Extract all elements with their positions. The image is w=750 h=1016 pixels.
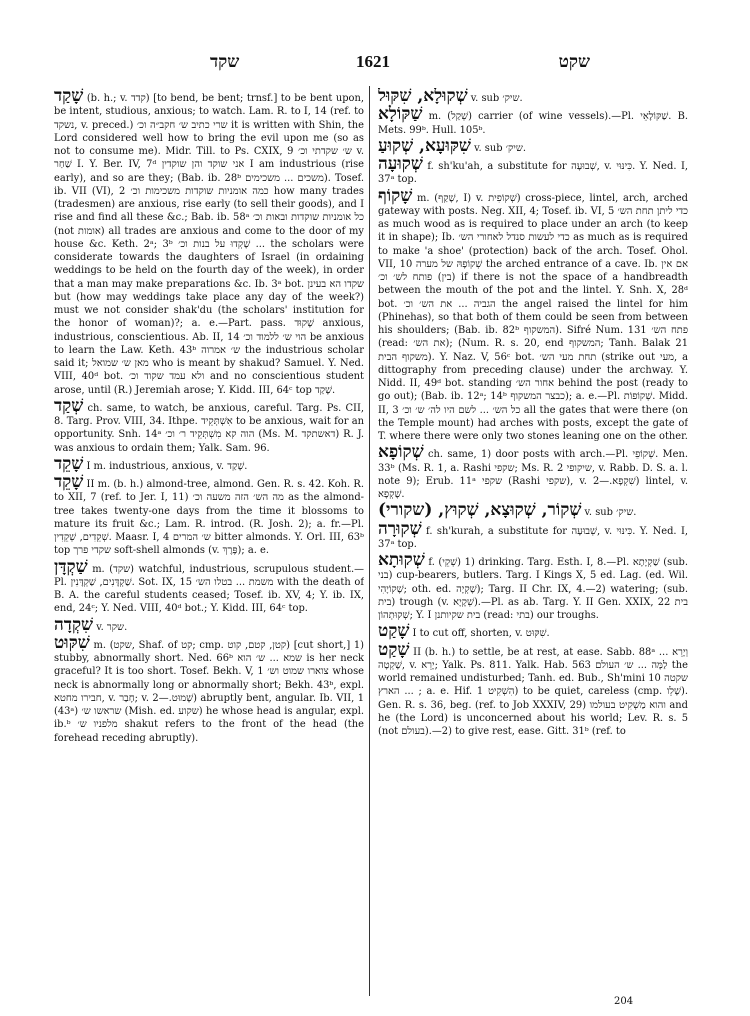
left-column	[54, 88, 364, 993]
entry-definition: v. sub שיק׳.	[584, 507, 637, 519]
dictionary-entry	[378, 444, 688, 501]
entry-headword: שְׁקוֹפָא	[378, 442, 424, 463]
entry-headword: שְׁקוּרָה	[378, 518, 422, 539]
entry-headword: שָׁקַט	[378, 639, 410, 660]
dictionary-entry	[378, 106, 688, 137]
header-left-word: שקד	[210, 52, 240, 72]
entry-definition: m. (שקד) watchful, industrious, scrupulous student.—Pl. שַׁקְדָּנִים, שַׁקְדָּנִין. Sot. IX, 15 משמת ... בטלו הש׳ with the death of B. A. the careful students ceased; Tosef. ib. XV, 4; Y. ib. IX, end, 24ᶜ; Y. Ned. VIII, 40ᵈ bot.; Y. Kidd. III, 64ᶜ top.	[54, 563, 364, 615]
dictionary-entry	[54, 614, 364, 635]
dictionary-entry	[54, 453, 364, 474]
column-divider	[369, 86, 370, 996]
right-column	[378, 88, 688, 993]
dictionary-entry	[378, 185, 688, 444]
entry-headword: שָׁקֵד	[54, 453, 84, 474]
entry-definition: m. (שְׁקַל) carrier (of wine vessels).—Pl. שַׁקּוֹלָאֵי. B. Mets. 99ᵇ. Hull. 105ᵇ.	[378, 111, 688, 136]
entry-headword: שָׁקֵד	[54, 472, 84, 492]
entry-headword: שְׁקוּעָה	[378, 154, 423, 174]
page-header	[60, 52, 700, 76]
entry-definition: I m. industrious, anxious, v. שָׁקַד.	[86, 460, 248, 472]
entry-definition: f. (שְׁקֵי) 1) drinking. Targ. Esth. I, 8.—Pl. שַׁקְיָתָא (sub. בני) cup-bearers, butlers. Targ. I Kings X, 5 ed. Lag. (ed. Wil. שָׁקוֹיָהִי; oth. ed. שָׁקְיָה); Targ. II Chr. IX, 4.—2) watering; (sub. בית) trough (v. שְׁקָיָא).—Pl. as ab. Targ. Y. II Gen. XXIX, 22 בית שְׁקוּתְהוֹן; Y. I בית שקיותנן (read: בתי) our troughs.	[378, 557, 688, 621]
entry-definition: m. (שָׁקַף, I) v. שְׁקוֹפִית) cross-piece, lintel, arch, arched gateway with posts. Neg. XII, 4; Tosef. ib. VI, 5 כדי ליתן תחת הש׳ as much wood as is required to place under an arch (to keep it in shape); Ib. כדי לעשות סנדל לאחורי הש׳ as much as is required to make 'a shoe' (protection) back of the arch. Tosef. Ohol. VII, 10 שְׁקוֹפָהּ של מערה the arched entrance of a cave. Ib. אם אין (בין) פותח לש׳ וכ׳ if there is not the space of a handbreadth between the mouth of the pot and the lintel. Y. Snh. X, 28ᵈ bot. הגביה ... את הש׳ וכ׳ the angel raised the lintel for him (Phinehas), so that both of them could be seen from between his shoulders; (Bab. ib. 82ᵇ המשקוף). Sifré Num. 131 פתח הש׳ (read: את הש׳); (Num. R. s. 20, end המשקוף; Tanh. Balak 21 משקוף הבית). Y. Naz. V, 56ᶜ bot. תחת מעי הש׳ (strike out מעי, a dittography from preceding clause) under the archway. Y. Nidd. II, 49ᵈ bot. standing אחור הש׳ behind the post (ready to go out); (Bab. ib. 12ᵃ; 14ᵇ כבצר המשקוף); a. e.—Pl. שְׁקוֹפוֹת. Midd. II, 3 כל הש׳ ... לשם היו לה׳ ש׳ וכ׳ all the gates that were there (on the Temple mount) had arches with posts, except the gate of T. where there were only two stones leaning one on the other.	[378, 192, 688, 442]
entry-definition: ch. same, to watch, be anxious, careful. Targ. Ps. CII, 8. Targ. Prov. VIII, 34. Ithpe. אִשְׁתְּקֵיד to be anxious, wait for an opportunity. Snh. 14ᵃ הוה קא מִשְׁתְּקֵיד ר׳ וכ׳ (Ms. M. דאשתקד) R. J. was anxious to ordain them; Yalk. Sam. 96.	[54, 402, 364, 454]
entry-definition: f. sh'kurah, a substitute for שְׁבוּעָה, v. כִּינּוּי. Y. Ned. I, 37ᵃ top.	[378, 525, 688, 550]
dictionary-entry	[378, 502, 688, 519]
dictionary-entry	[378, 623, 688, 640]
dictionary-entry	[54, 88, 364, 397]
entry-definition: m. (שקט, Shaf. of קט; cmp. קטן, קטם, קוט) [cut short,] 1) stubby, abnormally short. Ned. 66ᵇ שמא ... ש׳ הוא is her neck graceful? It is too short. Tosef. Bekh. V, 1 צוארו שמוט וש׳ whose neck is abnormally long or abnormally short; Bekh. 43ᵇ, expl. חבירו מחטא, v. חָבַר; v. שָׁמוּט.—2) abruptly bent, angular. Ib. VII, 1 (43ᵃ) שראשו ש׳ (Mish. ed. שקוע) he whose head is angular, expl. ib.ᵇ מלפניו ש׳ shakut refers to the front of the head (the forehead receding abruptly).	[54, 639, 364, 744]
entry-definition: II m. (b. h.) almond-tree, almond. Gen. R. s. 42. Koh. R. to XII, 7 (ref. to Jer. I, 11) מה הש׳ הזה משעה וכ׳ as the almond-tree takes twenty-one days from the time it blossoms to mature its fruit &c.; Lam. R. introd. (R. Josh. 2); a. fr.—Pl. שְׁקֵדִים, שְׁקֵדִין. Maasr. I, 4 ש׳ המרים bitter almonds. Y. Orl. III, 63ᵇ top שקדי פרך soft-shell almonds (v. פֶּרֶךְ); a. e.	[54, 479, 364, 557]
entry-headword: שִׁקּוּעָא, שְׁקוּעַ	[378, 135, 471, 156]
entry-definition: v. sub שיק׳.	[474, 142, 526, 154]
entry-headword: שְׁקוּלָא, שִׁקּוּל	[378, 88, 468, 106]
dictionary-entry	[54, 395, 364, 455]
dictionary-entry	[54, 474, 364, 558]
entry-definition: II (b. h.) to settle, be at rest, at ease. Sabb. 88ᵃ וְיָרֵא ... שָׁקְטָה, v. יָרֵא; Yalk. Ps. 811. Yalk. Hab. 563 לַמָּה ... ש׳ העולם the world remained undisturbed; Tanh. ed. Bub., Sh'mini 10 שקטה הארץ ... ; a. e. Hif. הִשְׁקִיט 1) to be quiet, careless (cmp. שָׁלֵו). Gen. R. s. 36, beg. (ref. to Job XXXIV, 29) והוא מַשְׁקִיט בעולמו and he (the Lord) is unconcerned about his world; Lev. R. s. 5 (not בעולם).—2) to give rest, ease. Gitt. 31ᵇ (ref. to	[378, 646, 688, 737]
entry-headword: שָׁקַד	[54, 88, 84, 106]
dictionary-entry	[378, 552, 688, 622]
entry-headword: (שקורי) ,שְׁקוֹר, שְׁקוּצָא, שְׁקוּץ	[378, 500, 582, 521]
signature-mark: 204	[614, 996, 634, 1007]
dictionary-entry	[54, 632, 364, 745]
entry-headword: שִׁקְדָה	[54, 614, 94, 635]
dictionary-entry	[378, 135, 688, 156]
dictionary-entry	[378, 639, 688, 739]
dictionary-entry	[378, 156, 688, 187]
dictionary-entry	[378, 518, 688, 552]
entry-headword: שְׁקוּתָא	[378, 550, 425, 570]
header-right-word: שקט	[558, 52, 590, 72]
entry-headword: שָׁקוֹף	[378, 185, 413, 206]
entry-definition: v. שקר.	[96, 621, 128, 633]
entry-definition: f. sh'ku'ah, a substitute for שְׁבוּעָה, v. כִּינּוּי. Y. Ned. I, 37ᵃ top.	[378, 161, 688, 186]
entry-headword: שַׁקְדָּן	[54, 556, 88, 577]
entry-headword: שָׁקַט	[378, 621, 410, 642]
entry-definition: v. sub שיק׳.	[470, 93, 523, 104]
entry-definition: ch. same, 1) door posts with arch.—Pl. שְׁקוֹפֵי. Men. 33ᵇ (Ms. R. 1, a. Rashi שקפי; Ms. R. 2 שיקופי, v. Rabb. D. S. a. l. note 9); Erub. 11ᵃ שקפי (Rashi שקפי), v. שִׁקְפָא.—2) lintel, v. שָׁקְפָא.	[378, 449, 688, 500]
entry-definition: I to cut off, shorten, v. שִׁקּוּט.	[412, 628, 550, 640]
dictionary-entry	[54, 556, 364, 616]
entry-headword: שִׁקּוּט	[54, 632, 90, 653]
dictionary-entry	[378, 88, 688, 105]
entry-definition: (b. h.; v. קדד) [to bend, be bent; trnsf.] to be bent upon, be intent, studious, anxious; to watch. Lam. R. to I, 14 (ref. to נשקד, v. preced.) שרי כתיב ש׳ חקב״ה וכ׳ it is written with Shin, the Lord considered well how to bring the evil upon me (so as not to consume me). Midr. Till. to Ps. CXIX, 9 ש׳ שקדתי וכ׳ v. שַׁחַר I. Y. Ber. IV, 7ᵈ אני שוקד והן שוקדין I am industrious (rise early), and so are they; (Bab. ib. 28ᵇ משכים ... משכימים). Tosef. ib. VII (VI), 2 כמה אומניות שוקדות משכימות וכ׳ how many trades (tradesmen) are anxious, rise early (to sell their goods), and I rise and find all these &c.; Bab. ib. 58ᵃ כל אומניות שוקדות ובאות וכ׳ (not אומות) all trades are anxious and come to the door of my house &c. Keth. 2ᵃ; 3ᵇ שָׁקְדוּ על בנות וכ׳ ... the scholars were considerate towards the daughters of Israel (in ordaining weddings to be held on the fourth day of the week), in order that a man may make preparations &c. Ib. 3ᵃ bot. שקדו הא בעינן but (how may weddings take place any day of the week?) must we not consider shak'du (the scholars' institution for the honor of woman)?; a. e.—Part. pass. שָׁקוּד anxious, industrious, conscientious. Ab. II, 14 הוי ש׳ ללמוד וכ׳ be anxious to learn the Law. Keth. 43ᵇ ש׳ אמרוה the industrious scholar said it; מאן ש׳ שמואל who is meant by shakud? Samuel. Y. Ned. VIII, 40ᵈ bot. ולא עמד שקוד וכ׳ and no conscientious student arose, until (R.) Jeremiah arose; Y. Kidd. III, 64ᶜ top שָׁקַד.	[54, 93, 364, 396]
page-number: 1621	[356, 52, 390, 71]
entry-headword: שְׁקַד	[54, 395, 84, 416]
entry-headword: שַׁקּוֹלָא	[378, 104, 423, 125]
